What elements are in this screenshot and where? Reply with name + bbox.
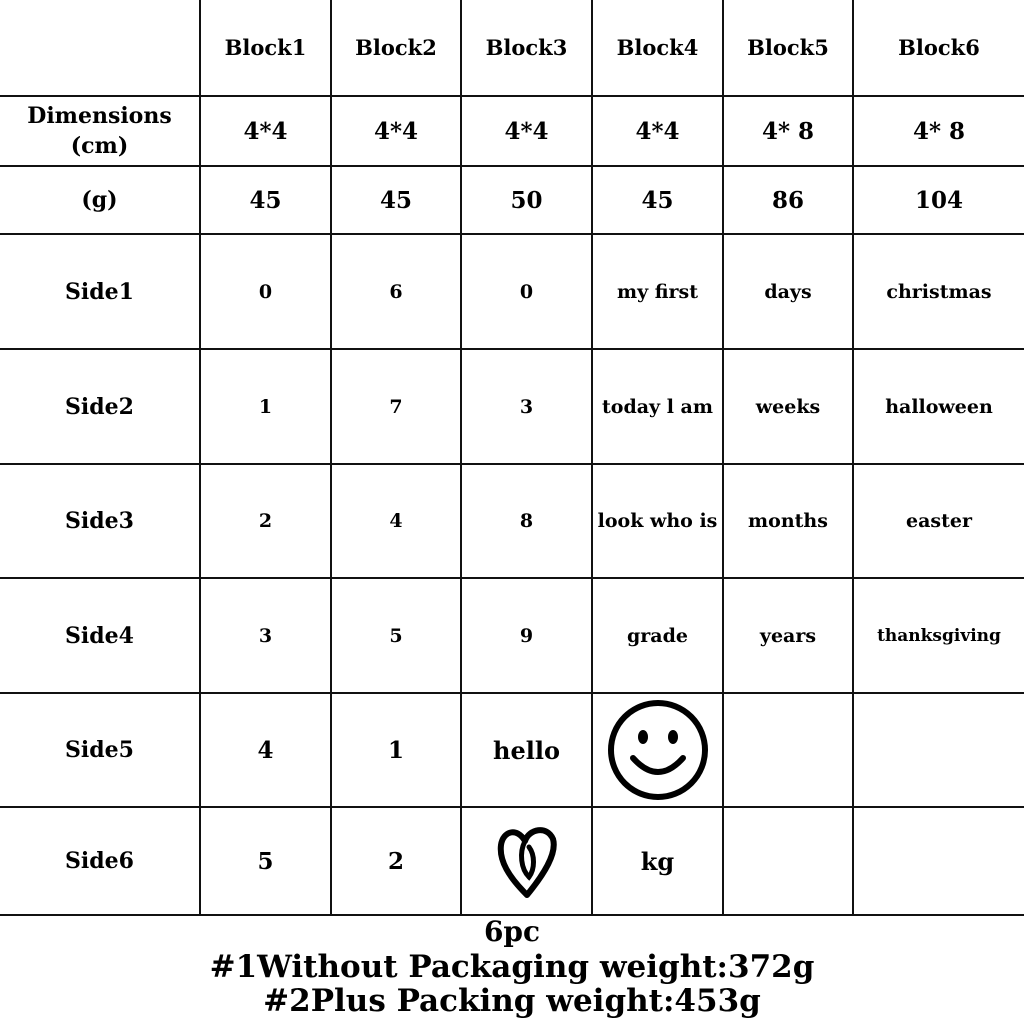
side5-block1: 4	[200, 693, 331, 807]
header-block1: Block1	[200, 0, 331, 96]
side1-block4: my first	[592, 234, 723, 349]
side1-block6: christmas	[853, 234, 1024, 349]
header-row	[0, 0, 1024, 96]
side4-label: Side4	[0, 578, 200, 693]
side1-block1: 0	[200, 234, 331, 349]
side5-block5	[723, 693, 853, 807]
side6-label: Side6	[0, 807, 200, 915]
without-packaging-weight: #1Without Packaging weight:372g	[209, 949, 815, 985]
weight-block2: 45	[331, 166, 461, 234]
corner-cell	[0, 0, 200, 96]
side1-row	[0, 234, 1024, 349]
dimensions-block4: 4*4	[592, 96, 723, 166]
weight-summary	[0, 914, 1024, 1018]
side6-block1: 5	[200, 807, 331, 915]
weight-block6: 104	[853, 166, 1024, 234]
smiley-face-icon	[606, 698, 710, 802]
weight-block5: 86	[723, 166, 853, 234]
plus-packing-weight: #2Plus Packing weight:453g	[263, 983, 761, 1019]
side2-block1: 1	[200, 349, 331, 464]
header-block2: Block2	[331, 0, 461, 96]
dimensions-block2: 4*4	[331, 96, 461, 166]
side3-label: Side3	[0, 464, 200, 578]
side3-block6: easter	[853, 464, 1024, 578]
side2-block6: halloween	[853, 349, 1024, 464]
header-block3: Block3	[461, 0, 592, 96]
side1-block3: 0	[461, 234, 592, 349]
side4-block5: years	[723, 578, 853, 693]
weight-block3: 50	[461, 166, 592, 234]
side5-block6	[853, 693, 1024, 807]
side5-block2: 1	[331, 693, 461, 807]
side5-label: Side5	[0, 693, 200, 807]
piece-count: 6pc	[483, 915, 541, 948]
dimensions-label-line1: Dimensions	[27, 103, 172, 129]
side1-block2: 6	[331, 234, 461, 349]
side2-block5: weeks	[723, 349, 853, 464]
dimensions-label-line2: (cm)	[70, 133, 129, 159]
side1-block5: days	[723, 234, 853, 349]
side5-block4	[592, 693, 723, 807]
header-block6: Block6	[853, 0, 1024, 96]
weight-block1: 45	[200, 166, 331, 234]
dimensions-row	[0, 96, 1024, 166]
side3-block3: 8	[461, 464, 592, 578]
side5-row	[0, 693, 1024, 807]
dimensions-block3: 4*4	[461, 96, 592, 166]
side1-label: Side1	[0, 234, 200, 349]
side2-label: Side2	[0, 349, 200, 464]
heart-icon	[495, 821, 559, 901]
weight-block4: 45	[592, 166, 723, 234]
side4-block2: 5	[331, 578, 461, 693]
side4-block3: 9	[461, 578, 592, 693]
side6-block5	[723, 807, 853, 915]
dimensions-block1: 4*4	[200, 96, 331, 166]
side6-block2: 2	[331, 807, 461, 915]
side4-block4: grade	[592, 578, 723, 693]
side2-block2: 7	[331, 349, 461, 464]
weight-label: (g)	[0, 166, 200, 234]
side4-block1: 3	[200, 578, 331, 693]
header-block4: Block4	[592, 0, 723, 96]
side3-block4: look who is	[592, 464, 723, 578]
dimensions-label	[0, 96, 200, 166]
dimensions-block5: 4* 8	[723, 96, 853, 166]
side3-block2: 4	[331, 464, 461, 578]
side3-block1: 2	[200, 464, 331, 578]
side6-block4: kg	[592, 807, 723, 915]
side6-row	[0, 807, 1024, 915]
side2-block4: today l am	[592, 349, 723, 464]
side5-block3: hello	[461, 693, 592, 807]
side2-row	[0, 349, 1024, 464]
side2-block3: 3	[461, 349, 592, 464]
weight-row	[0, 166, 1024, 234]
side3-block5: months	[723, 464, 853, 578]
side4-block6: thanksgiving	[853, 578, 1024, 693]
side6-block6	[853, 807, 1024, 915]
header-block5: Block5	[723, 0, 853, 96]
side4-row	[0, 578, 1024, 693]
dimensions-block6: 4* 8	[853, 96, 1024, 166]
side3-row	[0, 464, 1024, 578]
side6-block3	[461, 807, 592, 915]
